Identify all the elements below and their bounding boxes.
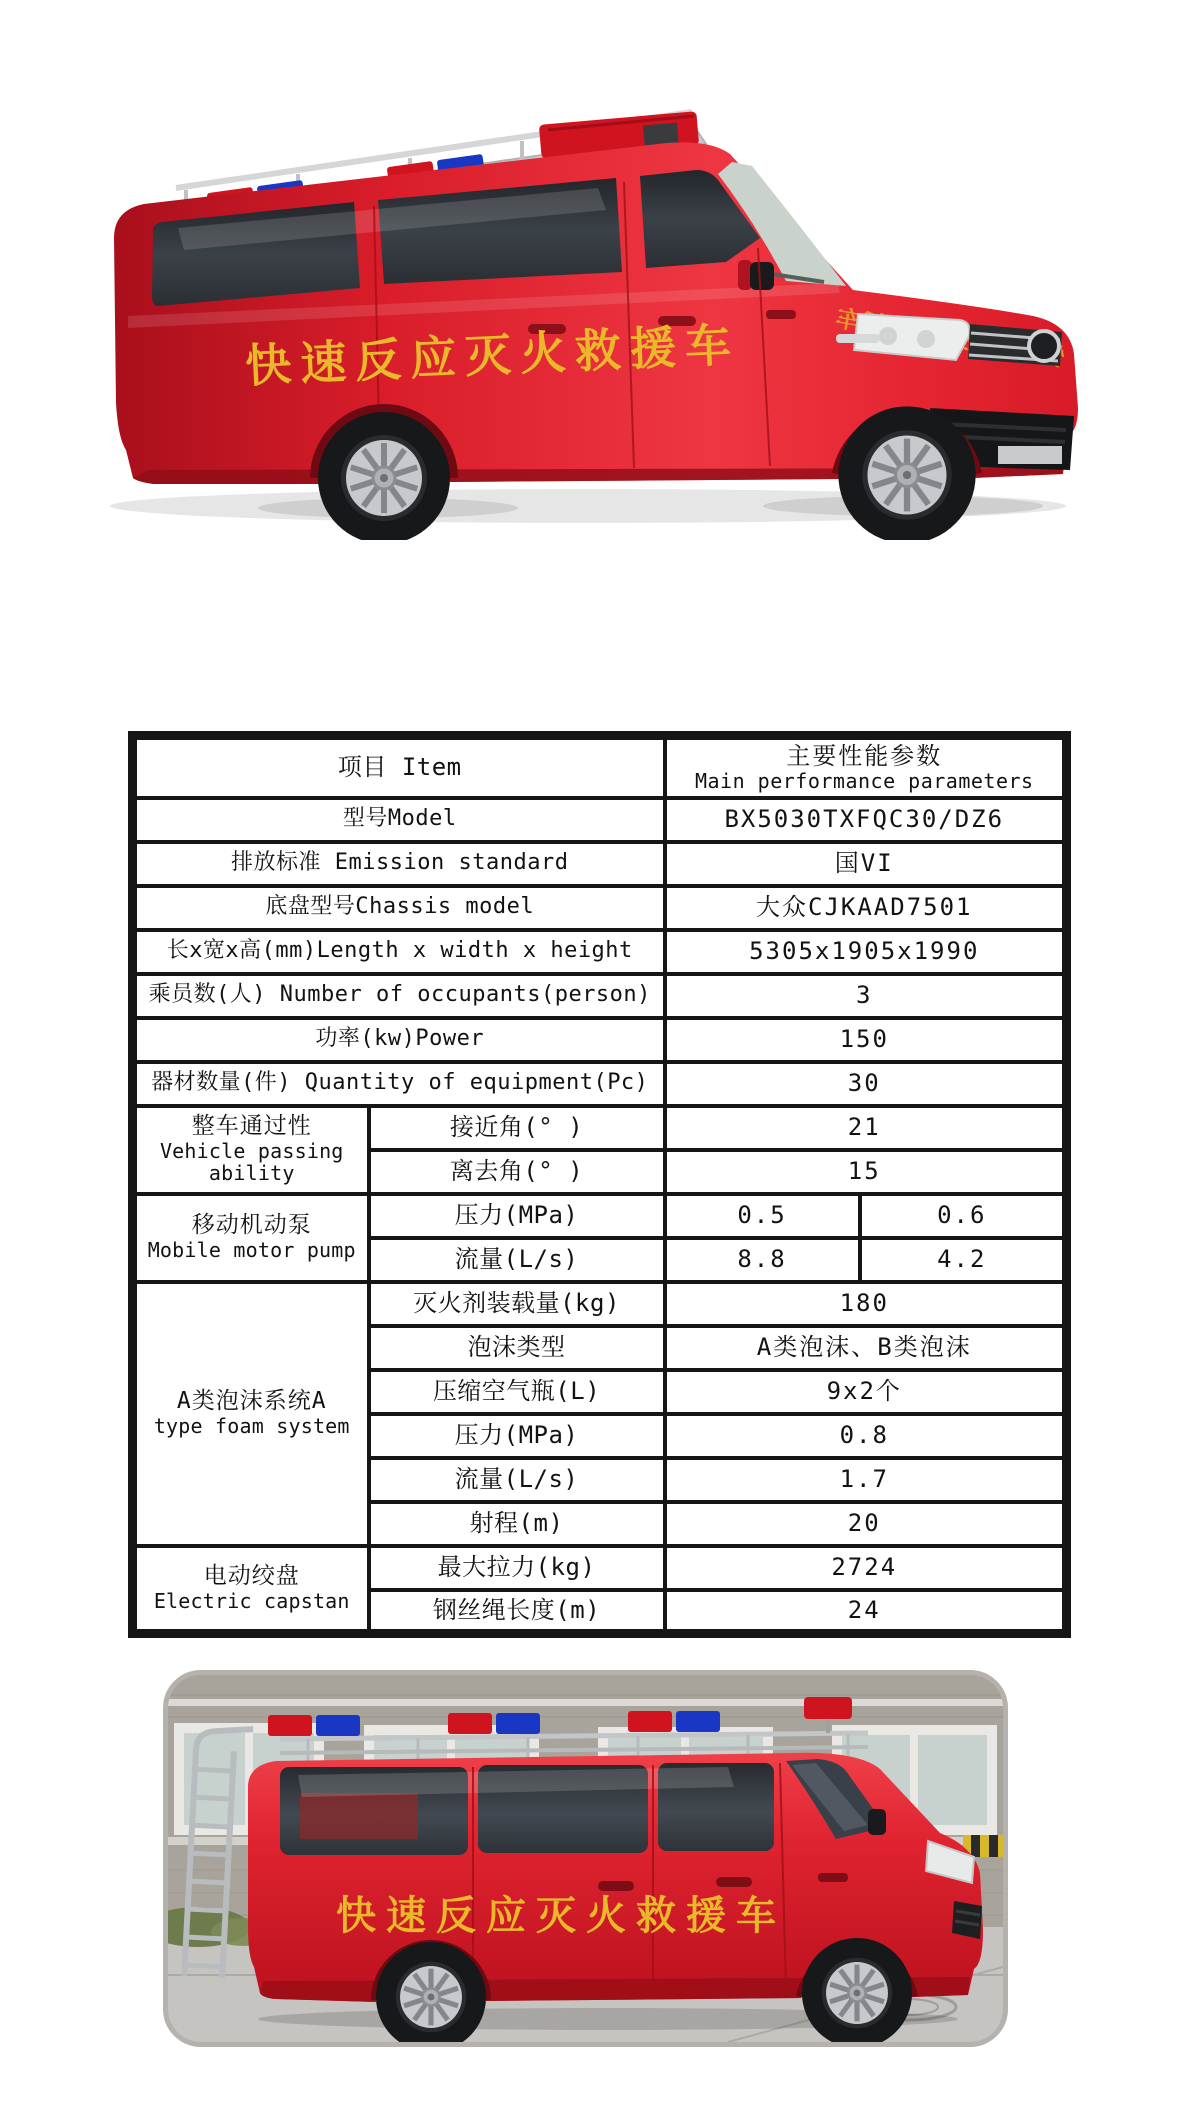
chrome-strip bbox=[836, 334, 880, 343]
row-label: 压力(MPa) bbox=[369, 1194, 665, 1238]
row-value: 150 bbox=[665, 1018, 1067, 1062]
table-row bbox=[133, 1546, 1067, 1590]
header-params-cell bbox=[665, 736, 1067, 798]
group-label-zh: 整车通过性 bbox=[191, 1113, 312, 1140]
header-item-cell: 项目 Item bbox=[133, 736, 665, 798]
group-label-foam-system bbox=[133, 1282, 369, 1546]
table-row bbox=[133, 930, 1067, 974]
row-label: 离去角(° ) bbox=[369, 1150, 665, 1194]
row-label: 型号Model bbox=[133, 798, 665, 842]
row-value: 0.5 bbox=[665, 1194, 860, 1238]
row-value: 大众CJKAAD7501 bbox=[665, 886, 1067, 930]
vehicle-banner-text: 快速反应灭火救援车 bbox=[244, 317, 742, 393]
row-value: 9x2个 bbox=[665, 1370, 1067, 1414]
row-label: 排放标准 Emission standard bbox=[133, 842, 665, 886]
table-row bbox=[133, 1018, 1067, 1062]
row-value: 0.8 bbox=[665, 1414, 1067, 1458]
side-mirror bbox=[868, 1809, 886, 1835]
row-label: 最大拉力(kg) bbox=[369, 1546, 665, 1590]
header-params-zh: 主要性能参数 bbox=[786, 742, 943, 771]
table-row bbox=[133, 886, 1067, 930]
beacon-blue-icon bbox=[316, 1715, 360, 1736]
row-value: 3 bbox=[665, 974, 1067, 1018]
row-value: 8.8 bbox=[665, 1238, 860, 1282]
row-value: 21 bbox=[665, 1106, 1067, 1150]
row-label: 功率(kw)Power bbox=[133, 1018, 665, 1062]
table-row bbox=[133, 974, 1067, 1018]
bottom-vehicle-photo bbox=[163, 1670, 1008, 2047]
top-vehicle-photo bbox=[58, 78, 1092, 540]
row-label: 接近角(° ) bbox=[369, 1106, 665, 1150]
row-value: 20 bbox=[665, 1502, 1067, 1546]
row-label: 器材数量(件) Quantity of equipment(Pc) bbox=[133, 1062, 665, 1106]
front-wheel bbox=[838, 406, 975, 540]
table-row bbox=[133, 1282, 1067, 1326]
row-value: 180 bbox=[665, 1282, 1067, 1326]
row-value: 1.7 bbox=[665, 1458, 1067, 1502]
beacon-blue-icon bbox=[676, 1711, 720, 1732]
group-label-vehicle-passing bbox=[133, 1106, 369, 1194]
row-value: 24 bbox=[665, 1590, 1067, 1634]
rear-wheel bbox=[318, 412, 450, 540]
group-label-en: Vehicle passing ability bbox=[159, 1138, 344, 1186]
row-label: 射程(m) bbox=[369, 1502, 665, 1546]
row-label: 长x宽x高(mm)Length x width x height bbox=[133, 930, 665, 974]
row-value: 2724 bbox=[665, 1546, 1067, 1590]
table-row bbox=[133, 736, 1067, 798]
spec-table bbox=[128, 731, 1071, 1638]
beacon-red-icon bbox=[268, 1715, 312, 1736]
license-plate-area bbox=[998, 446, 1062, 464]
group-label-electric-capstan bbox=[133, 1546, 369, 1634]
row-value: A类泡沫、B类泡沫 bbox=[665, 1326, 1067, 1370]
table-row bbox=[133, 1062, 1067, 1106]
row-value: 30 bbox=[665, 1062, 1067, 1106]
group-label-zh: 移动机动泵 bbox=[191, 1212, 312, 1239]
row-value: 5305x1905x1990 bbox=[665, 930, 1067, 974]
row-value: 15 bbox=[665, 1150, 1067, 1194]
beacon-red-icon bbox=[448, 1713, 492, 1734]
group-label-en: type foam system bbox=[153, 1414, 350, 1439]
row-label: 压缩空气瓶(L) bbox=[369, 1370, 665, 1414]
row-label: 乘员数(人) Number of occupants(person) bbox=[133, 974, 665, 1018]
beacon-red-icon bbox=[804, 1697, 852, 1719]
row-label: 泡沫类型 bbox=[369, 1326, 665, 1370]
group-label-en: Mobile motor pump bbox=[147, 1238, 356, 1263]
row-value: BX5030TXFQC30/DZ6 bbox=[665, 798, 1067, 842]
table-row bbox=[133, 842, 1067, 886]
header-params-en: Main performance parameters bbox=[694, 768, 1034, 793]
beacon-red-icon bbox=[628, 1711, 672, 1732]
group-label-en: Electric capstan bbox=[153, 1588, 350, 1613]
table-row bbox=[133, 1106, 1067, 1150]
row-value-2: 0.6 bbox=[860, 1194, 1067, 1238]
side-mirror bbox=[738, 260, 774, 290]
group-label-mobile-pump bbox=[133, 1194, 369, 1282]
vw-logo-icon bbox=[1029, 331, 1059, 361]
row-label: 流量(L/s) bbox=[369, 1458, 665, 1502]
row-value-2: 4.2 bbox=[860, 1238, 1067, 1282]
group-label-zh: A类泡沫系统A bbox=[176, 1388, 327, 1415]
row-label: 流量(L/s) bbox=[369, 1238, 665, 1282]
row-label: 灭火剂装载量(kg) bbox=[369, 1282, 665, 1326]
beacon-blue-icon bbox=[496, 1713, 540, 1734]
side-windows bbox=[280, 1763, 774, 1855]
group-label-zh: 电动绞盘 bbox=[203, 1563, 300, 1590]
vehicle-banner-text: 快速反应灭火救援车 bbox=[336, 1893, 786, 1939]
row-value: 国VI bbox=[665, 842, 1067, 886]
row-label: 底盘型号Chassis model bbox=[133, 886, 665, 930]
row-label: 钢丝绳长度(m) bbox=[369, 1590, 665, 1634]
row-label: 压力(MPa) bbox=[369, 1414, 665, 1458]
table-row bbox=[133, 798, 1067, 842]
table-row bbox=[133, 1194, 1067, 1238]
wall-pipe bbox=[168, 1699, 1003, 1706]
